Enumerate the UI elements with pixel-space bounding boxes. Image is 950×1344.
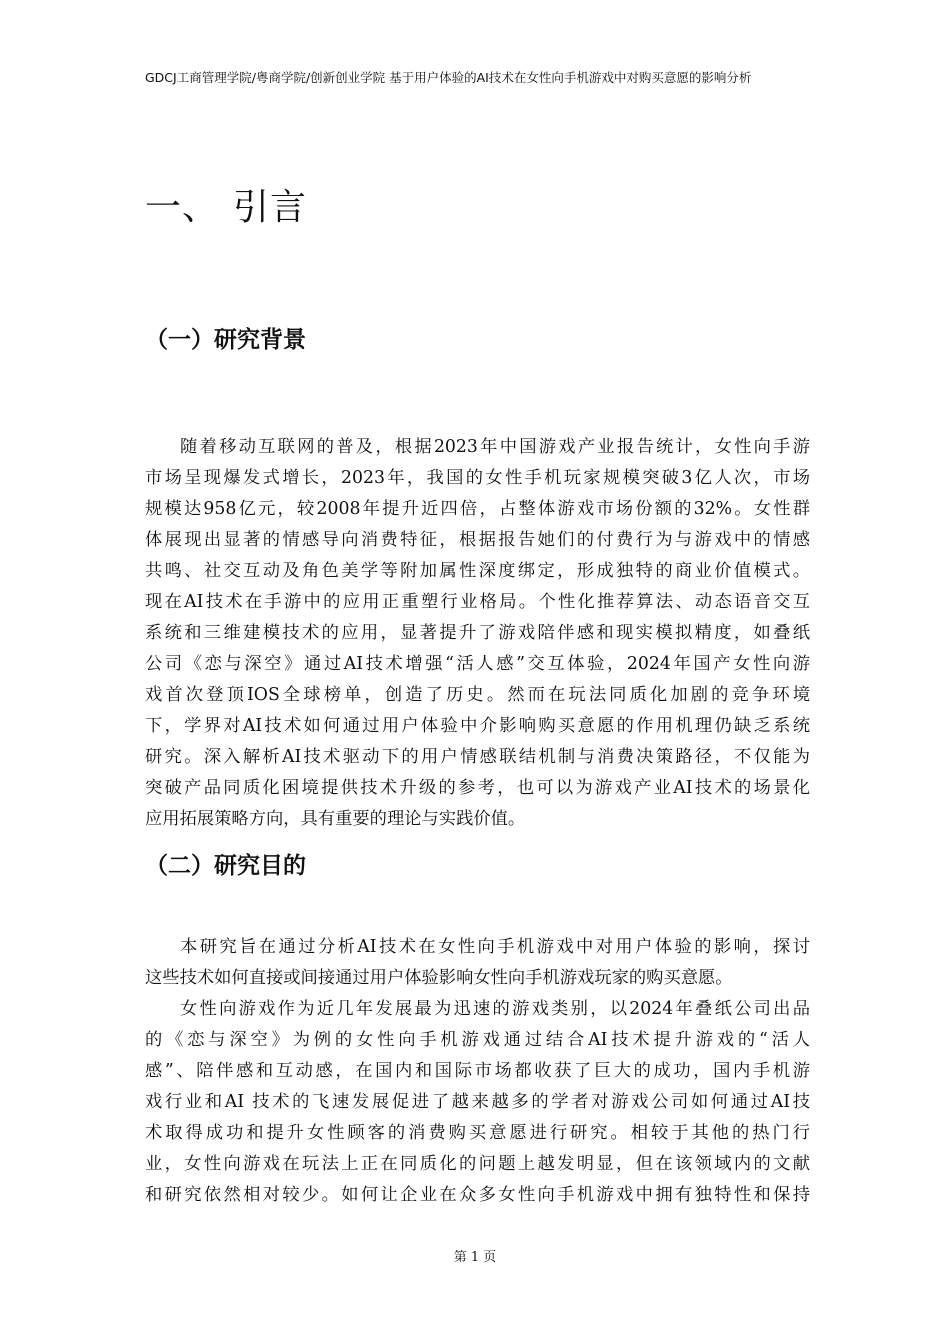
chapter-number: 一、 <box>145 187 220 228</box>
text-line: 随着移动互联网的普及，根据2023年中国游戏产业报告统计，女性向手游 <box>180 437 810 457</box>
text-line: 戏首次登顶IOS全球榜单，创造了历史。然而在玩法同质化加剧的竞争环境 <box>145 685 810 705</box>
text-line: 和研究依然相对较少。如何让企业在众多女性向手机游戏中拥有独特性和保持 <box>145 1185 810 1205</box>
chapter-title-text: 引言 <box>233 187 308 228</box>
text-line: 下，学界对AI技术如何通过用户体验中介影响购买意愿的作用机理仍缺乏系统 <box>145 716 810 736</box>
text-line: 体展现出显著的情感导向消费特征，根据报告她们的付费行为与游戏中的情感 <box>145 530 810 550</box>
text-line: 感”、陪伴感和互动感，在国内和国际市场都收获了巨大的成功，国内手机游 <box>145 1061 810 1081</box>
text-line: 戏行业和AI 技术的飞速发展促进了越来越多的学者对游戏公司如何通过AI技 <box>145 1092 810 1112</box>
text-line: 规模达958亿元，较2008年提升近四倍，占整体游戏市场份额的32%。女性群 <box>145 499 810 519</box>
running-header: GDCJ工商管理学院/粤商学院/创新创业学院 基于用户体验的AI技术在女性向手机游戏中对购买意愿的影响分析 <box>145 70 752 85</box>
text-line: 系统和三维建模技术的应用，显著提升了游戏陪伴感和现实模拟精度，如叠纸 <box>145 623 810 643</box>
section-title-background: （一）研究背景 <box>145 327 306 353</box>
text-line: 应用拓展策略方向，具有重要的理论与实践价值。 <box>145 809 526 829</box>
page-number: 第 1 页 <box>453 1250 497 1265</box>
paragraph-female-games <box>145 994 810 1211</box>
text-line: 女性向游戏作为近几年发展最为迅速的游戏类别，以2024年叠纸公司出品 <box>180 999 810 1019</box>
text-line: 这些技术如何直接或间接通过用户体验影响女性向手机游戏玩家的购买意愿。 <box>145 968 733 988</box>
text-line: 业，女性向游戏在玩法上正在同质化的问题上越发明显，但在该领域内的文献 <box>145 1154 810 1174</box>
paragraph-research-background <box>145 432 810 835</box>
text-line: 的《恋与深空》为例的女性向手机游戏通过结合AI技术提升游戏的“活人 <box>145 1030 810 1050</box>
chapter-title <box>145 183 307 233</box>
text-line: 本研究旨在通过分析AI技术在女性向手机游戏中对用户体验的影响，探讨 <box>180 937 810 957</box>
text-line: 现在AI技术在手游中的应用正重塑行业格局。个性化推荐算法、动态语音交互 <box>145 592 810 612</box>
text-line: 术取得成功和提升女性顾客的消费购买意愿进行研究。相较于其他的热门行 <box>145 1123 810 1143</box>
section-title-purpose: （二）研究目的 <box>145 853 306 879</box>
section-purpose-body <box>145 932 810 1211</box>
text-line: 公司《恋与深空》通过AI技术增强“活人感”交互体验，2024年国产女性向游 <box>145 654 810 674</box>
text-line: 研究。深入解析AI技术驱动下的用户情感联结机制与消费决策路径，不仅能为 <box>145 747 810 767</box>
text-line: 突破产品同质化困境提供技术升级的参考，也可以为游戏产业AI技术的场景化 <box>145 778 810 798</box>
text-line: 共鸣、社交互动及角色美学等附加属性深度绑定，形成独特的商业价值模式。 <box>145 561 810 581</box>
text-line: 市场呈现爆发式增长，2023年，我国的女性手机玩家规模突破3亿人次，市场 <box>145 468 810 488</box>
paragraph-research-purpose <box>145 932 810 994</box>
